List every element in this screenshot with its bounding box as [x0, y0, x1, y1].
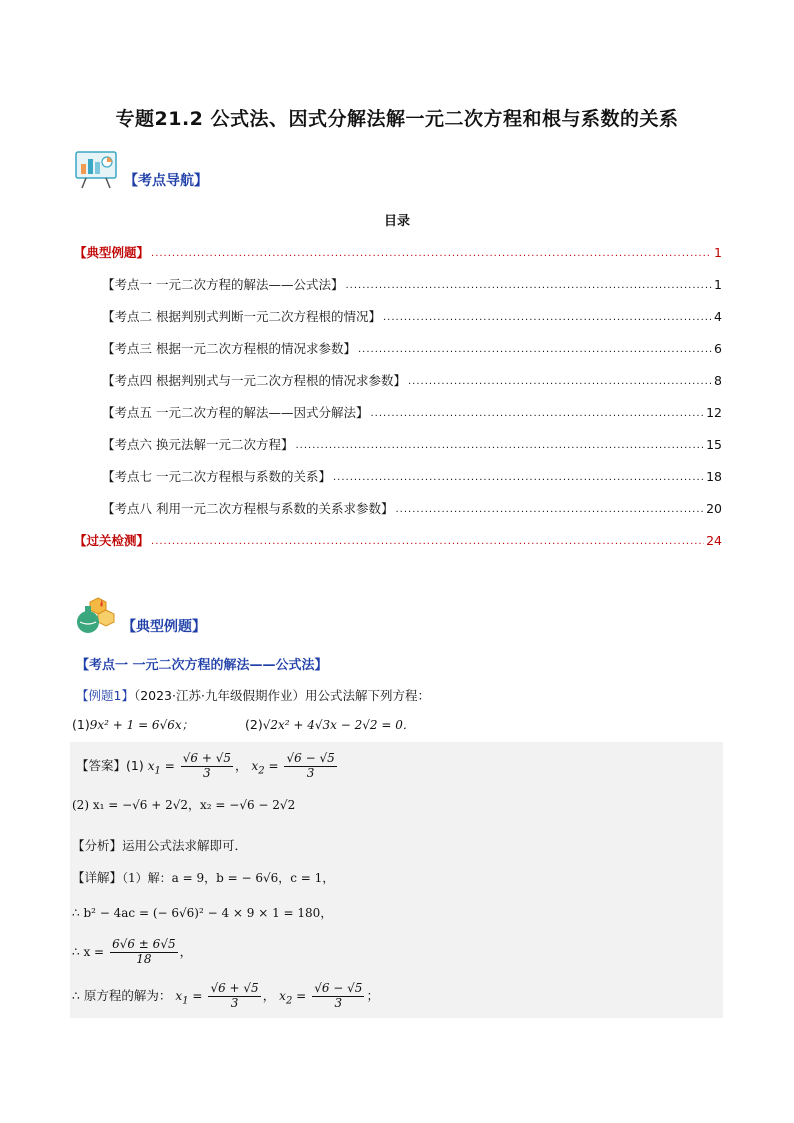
- toc-page-number: 12: [706, 405, 722, 420]
- toc-leader-dots: [395, 501, 704, 514]
- toc-page-number: 4: [714, 309, 722, 324]
- examples-section-label: 【典型例题】: [122, 619, 206, 635]
- toc-leader-dots: [295, 437, 704, 450]
- toc-entry[interactable]: [102, 371, 722, 389]
- example-question-line: [76, 686, 430, 704]
- toc-section-entry[interactable]: [74, 531, 722, 549]
- toc-entry[interactable]: [102, 275, 722, 293]
- toc-entry[interactable]: [102, 435, 722, 453]
- presentation-board-icon: [74, 148, 120, 190]
- toc-entry-label: 【考点五 一元二次方程的解法——因式分解法】: [102, 405, 369, 420]
- detail-line-1: 【详解】（1）解：a = 9，b = − 6√6，c = 1，: [72, 870, 335, 885]
- equation-1: 9x² + 1 = 6√6x；: [89, 718, 194, 732]
- toc-leader-dots: [345, 277, 712, 290]
- toc-entry-label: 【考点七 一元二次方程根与系数的关系】: [102, 469, 331, 484]
- example-subquestion-2: (2)√2x² + 4√3x − 2√2 = 0．: [245, 717, 415, 732]
- fraction-sol-1: $\frac{√6 + √5}{3}$: [210, 981, 259, 1010]
- toc-entry[interactable]: [102, 499, 722, 517]
- fraction-sol-2: $\frac{√6 - √5}{3}$: [314, 981, 363, 1010]
- equation-2: √2x² + 4√3x − 2√2 = 0．: [262, 718, 415, 732]
- toc-leader-dots: [408, 373, 712, 386]
- toc-entry[interactable]: [102, 307, 722, 325]
- toc-heading: 目录: [383, 214, 410, 229]
- toc-entry[interactable]: [102, 403, 722, 421]
- fraction-root-1: $\frac{√6 + √5}{3}$: [182, 751, 231, 780]
- answer-tag: 【答案】: [76, 757, 127, 773]
- page-title: 专题21.2 公式法、因式分解法解一元二次方程和根与系数的关系: [115, 108, 679, 130]
- detail-line-4: ∴ 原方程的解为： $x_1$ = $\frac{√6 + √5}{3}$ ， $x_2$ = $\frac{√6 - √5}{3}$ ；: [72, 981, 379, 1010]
- toc-entry[interactable]: [102, 339, 722, 357]
- answer-line-2: (2) x₁ = −√6 + 2√2，x₂ = −√6 − 2√2: [72, 798, 296, 812]
- toc-page-number: 20: [706, 501, 722, 516]
- toc-page-number: 15: [706, 437, 722, 452]
- toc-leader-dots: [370, 405, 704, 418]
- fraction-root-2: $\frac{√6 - √5}{3}$: [286, 751, 335, 780]
- toc-entry-label: 【考点六 换元法解一元二次方程】: [102, 437, 294, 452]
- toc-page-number: 1: [714, 245, 722, 260]
- toc-leader-dots: [358, 341, 712, 354]
- example-source: （2023·江苏·九年级假期作业）用公式法解下列方程：: [133, 688, 430, 703]
- nav-section-header: [74, 148, 208, 190]
- detail-line-2: ∴ b² − 4ac = (− 6√6)² − 4 × 9 × 1 = 180，: [72, 906, 333, 920]
- toc-page-number: 8: [714, 373, 722, 388]
- toc-entry-label: 【考点八 利用一元二次方程根与系数的关系求参数】: [102, 501, 394, 516]
- toc-leader-dots: [151, 533, 704, 546]
- toc-entry-label: 【考点二 根据判别式判断一元二次方程根的情况】: [102, 309, 381, 324]
- analysis-tag: 【分析】: [72, 838, 123, 853]
- example-subquestion-1: (1)9x² + 1 = 6√6x；: [72, 717, 194, 732]
- examples-section-header: [74, 596, 206, 636]
- toc-entry-label: 【考点一 一元二次方程的解法——公式法】: [102, 277, 344, 292]
- toc-entry-label: 【考点三 根据一元二次方程根的情况求参数】: [102, 341, 356, 356]
- fraction-x: $\frac{6√6 \pm 6√5}{18}$: [112, 937, 176, 966]
- detail-tag: 【详解】: [72, 870, 123, 885]
- kaodian-heading: 【考点一 一元二次方程的解法——公式法】: [76, 658, 328, 673]
- toc-leader-dots: [151, 245, 712, 258]
- toc-section-entry[interactable]: [74, 243, 722, 261]
- toc-entry-label: 【典型例题】: [74, 245, 150, 260]
- detail-line-3: ∴ x = $\frac{6√6 \pm 6√5}{18}$ ，: [72, 937, 193, 966]
- toc-page-number: 1: [714, 277, 722, 292]
- example-tag: 【例题1】: [76, 688, 134, 703]
- toc-leader-dots: [383, 309, 712, 322]
- answer-line-1: 【答案】(1) $x_1$ = $\frac{√6 + √5}{3}$ ， $x_2$ = $\frac{√6 - √5}{3}$: [76, 751, 335, 780]
- analysis-line: 【分析】运用公式法求解即可．: [72, 838, 248, 853]
- flask-icon: [74, 596, 118, 636]
- toc-page-number: 6: [714, 341, 722, 356]
- toc-entry-label: 【过关检测】: [74, 533, 150, 548]
- toc-page-number: 18: [706, 469, 722, 484]
- toc-entry-label: 【考点四 根据判别式与一元二次方程根的情况求参数】: [102, 373, 406, 388]
- nav-section-label: 【考点导航】: [124, 173, 208, 189]
- toc-leader-dots: [333, 469, 704, 482]
- toc-page-number: 24: [706, 533, 722, 548]
- toc-entry[interactable]: [102, 467, 722, 485]
